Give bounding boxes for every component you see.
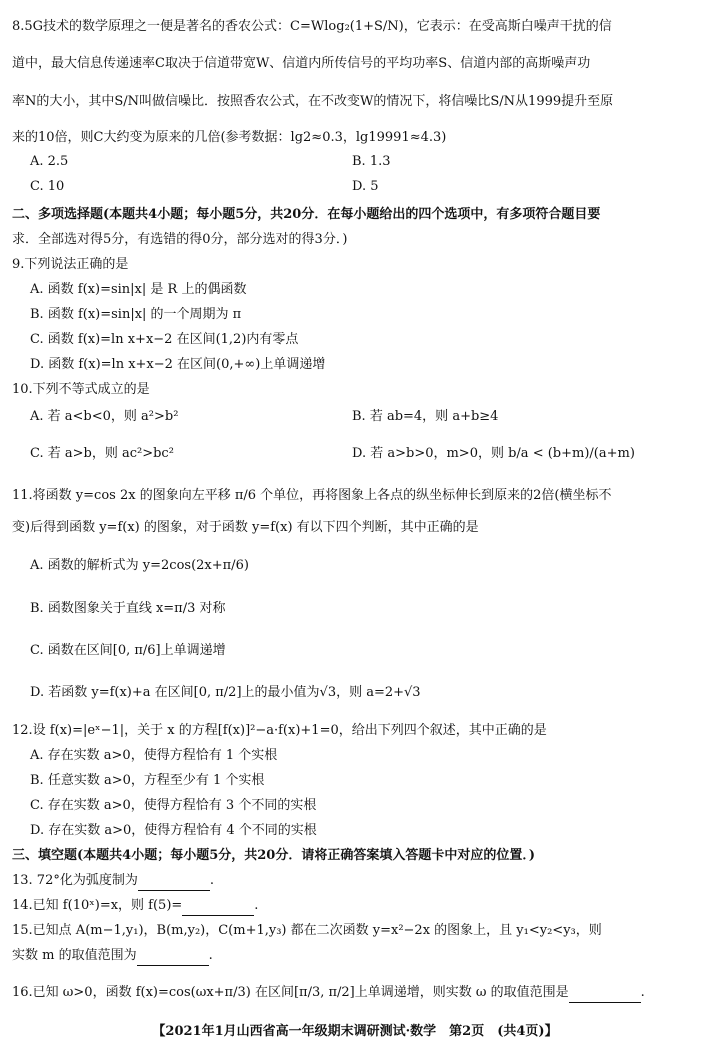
- q12-option-d: D. 存在实数 a>0，使得方程恰有 4 个不同的实根: [30, 823, 317, 838]
- q11-option-c: C. 函数在区间[0, π/6]上单调递增: [30, 643, 226, 658]
- q11-line-2: 变)后得到函数 y=f(x) 的图象，对于函数 y=f(x) 有以下四个判断，其中正确的是: [12, 520, 479, 535]
- q16: 16.已知 ω>0，函数 f(x)=cos(ωx+π/3) 在区间[π/3, π/2]上单调递增，则实数 ω 的取值范围是 .: [12, 984, 702, 1003]
- q15-line-2: 实数 m 的取值范围为 .: [12, 947, 702, 966]
- q8-line-4: 来的10倍，则C大约变为原来的几倍(参考数据：lg2≈0.3，lg19991≈4.3): [12, 130, 447, 145]
- q8-option-d: D. 5: [352, 179, 379, 194]
- q9-option-c: C. 函数 f(x)=ln x+x−2 在区间(1,2)内有零点: [30, 332, 299, 347]
- q12-option-b: B. 任意实数 a>0，方程至少有 1 个实根: [30, 773, 265, 788]
- q11-option-d: D. 若函数 y=f(x)+a 在区间[0, π/2]上的最小值为√3，则 a=2+√3: [30, 685, 421, 700]
- q10-option-d: D. 若 a>b>0，m>0，则 b/a < (b+m)/(a+m): [352, 446, 635, 461]
- q15-text: 实数 m 的取值范围为: [12, 948, 137, 963]
- q10-option-b: B. 若 ab=4，则 a+b≥4: [352, 409, 499, 424]
- q9-option-d: D. 函数 f(x)=ln x+x−2 在区间(0,+∞)上单调递增: [30, 357, 326, 372]
- q10-stem: 10.下列不等式成立的是: [12, 382, 150, 397]
- q12-stem: 12.设 f(x)=|eˣ−1|，关于 x 的方程[f(x)]²−a·f(x)+1=0，给出下列四个叙述，其中正确的是: [12, 723, 547, 738]
- q8-line-2: 道中，最大信息传递速率C取决于信道带宽W、信道内所传信号的平均功率S、信道内部的高斯噪声功: [12, 56, 591, 71]
- q11-option-b: B. 函数图象关于直线 x=π/3 对称: [30, 601, 226, 616]
- q14-text: 14.已知 f(10ˣ)=x，则 f(5)=: [12, 898, 183, 913]
- q11-line-1: 11.将函数 y=cos 2x 的图象向左平移 π/6 个单位，再将图象上各点的纵坐标伸长到原来的2倍(横坐标不: [12, 488, 612, 503]
- q11-option-a: A. 函数的解析式为 y=2cos(2x+π/6): [30, 558, 249, 573]
- q14: 14.已知 f(10ˣ)=x，则 f(5)= .: [12, 897, 702, 916]
- q12-option-c: C. 存在实数 a>0，使得方程恰有 3 个不同的实根: [30, 798, 317, 813]
- q8-option-a: A. 2.5: [30, 154, 69, 169]
- q10-option-c: C. 若 a>b，则 ac²>bc²: [30, 446, 174, 461]
- section-3-header: 三、填空题(本题共4小题；每小题5分，共20分．请将正确答案填入答题卡中对应的位置．): [12, 848, 535, 863]
- q13: 13. 72°化为弧度制为 .: [12, 872, 702, 891]
- q9-option-a: A. 函数 f(x)=sin|x| 是 R 上的偶函数: [30, 282, 247, 297]
- q9-option-b: B. 函数 f(x)=sin|x| 的一个周期为 π: [30, 307, 242, 322]
- q16-answer-blank[interactable]: [569, 984, 641, 1003]
- q8-option-b: B. 1.3: [352, 154, 391, 169]
- q13-text: 13. 72°化为弧度制为: [12, 873, 138, 888]
- q9-stem: 9.下列说法正确的是: [12, 257, 129, 272]
- q8-option-c: C. 10: [30, 179, 65, 194]
- q15-line-1: 15.已知点 A(m−1,y₁)，B(m,y₂)，C(m+1,y₃) 都在二次函数 y=x²−2x 的图象上，且 y₁<y₂<y₃，则: [12, 923, 602, 938]
- q8-line-3: 率N的大小，其中S/N叫做信噪比．按照香农公式，在不改变W的情况下，将信噪比S/N从1999提升至原: [12, 94, 614, 109]
- section-2-header: 二、多项选择题(本题共4小题；每小题5分，共20分．在每小题给出的四个选项中，有多项符合题目要: [12, 207, 601, 222]
- q8-line-1: 8.5G技术的数学原理之一便是著名的香农公式：C=Wlog₂(1+S/N)，它表示：在受高斯白噪声干扰的信: [12, 19, 612, 34]
- section-2-header-cont: 求．全部选对得5分，有选错的得0分，部分选对的得3分．): [12, 232, 348, 247]
- q14-answer-blank[interactable]: [182, 897, 254, 916]
- q12-option-a: A. 存在实数 a>0，使得方程恰有 1 个实根: [30, 748, 278, 763]
- q16-text: 16.已知 ω>0，函数 f(x)=cos(ωx+π/3) 在区间[π/3, π/2]上单调递增，则实数 ω 的取值范围是: [12, 985, 569, 1000]
- page-footer: 【2021年1月山西省高一年级期末调研测试·数学 第2页 (共4页)】: [152, 1024, 558, 1039]
- q15-answer-blank[interactable]: [137, 947, 209, 966]
- q13-answer-blank[interactable]: [138, 872, 210, 891]
- q10-option-a: A. 若 a<b<0，则 a²>b²: [30, 409, 179, 424]
